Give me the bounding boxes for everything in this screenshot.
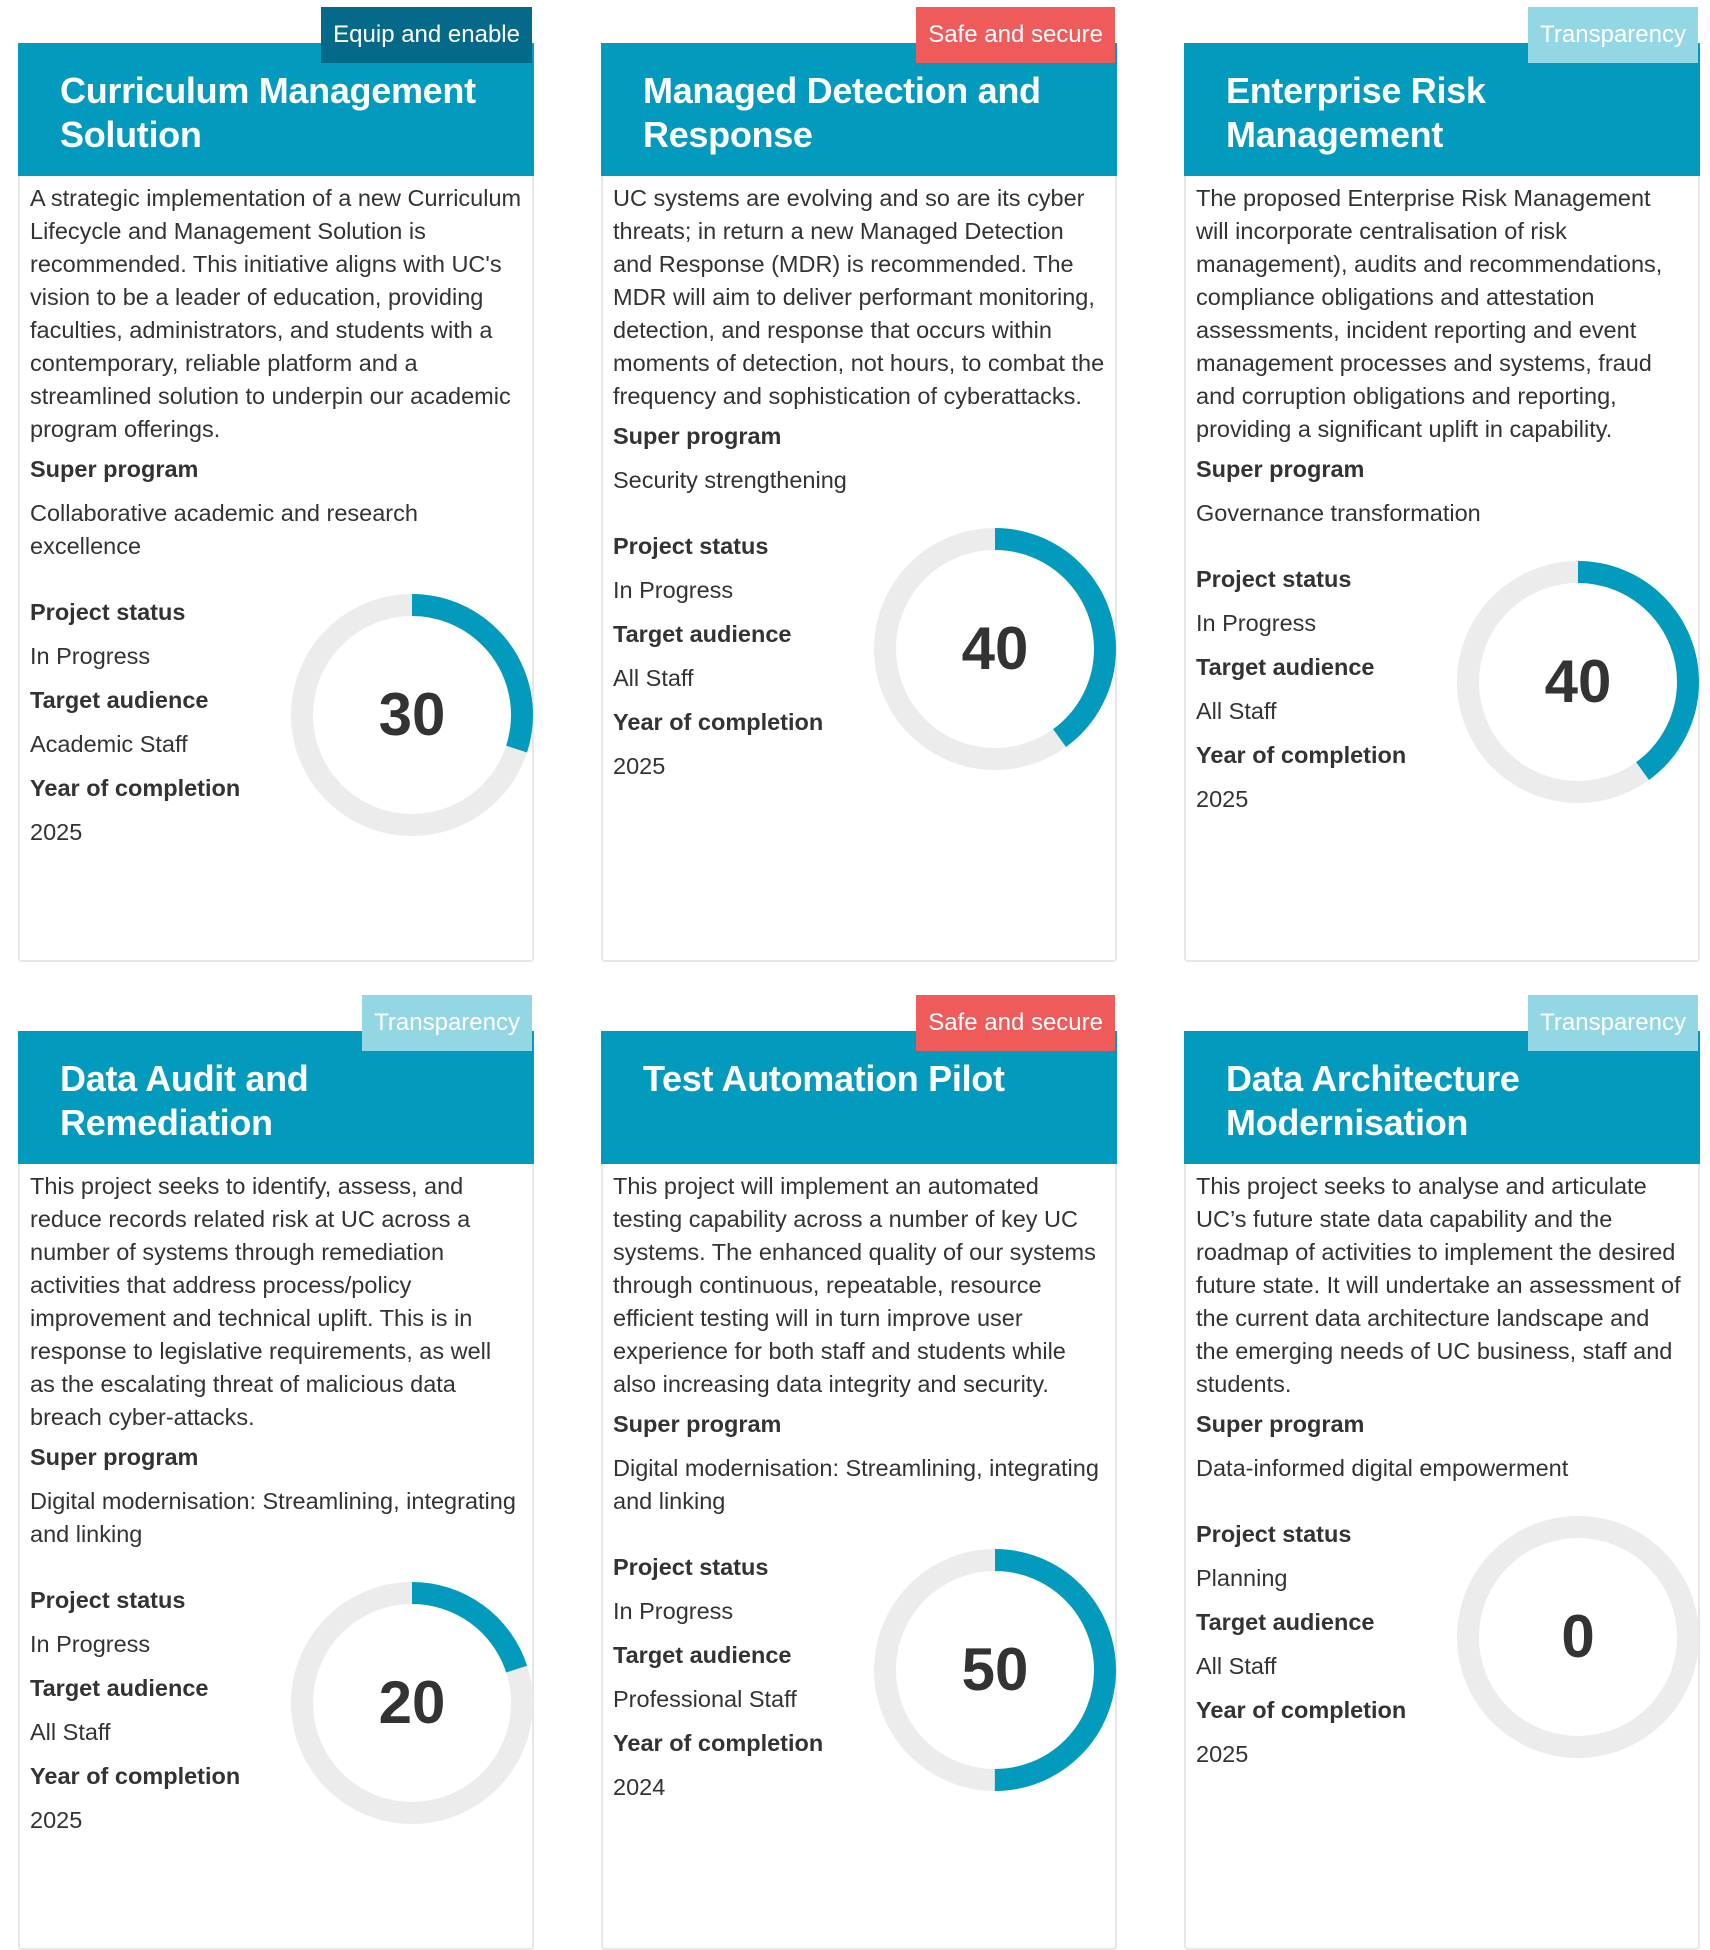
year-of-completion-label: Year of completion [30, 775, 241, 801]
project-card [18, 21, 534, 962]
category-badge: Transparency [1528, 7, 1698, 63]
card-description: This project seeks to analyse and articulate UC’s future state data capability and the roadmap of activities to implement the desired future state. It will undertake an assessment of the current data architecture landscape and the emerging needs of UC business, staff and students. [1196, 1173, 1681, 1397]
super-program-value: Collaborative academic and research excellence [30, 500, 418, 559]
year-of-completion-label: Year of completion [1196, 742, 1407, 768]
category-badge: Safe and secure [916, 7, 1115, 63]
card-description: A strategic implementation of a new Curriculum Lifecycle and Management Solution is recommended. This initiative aligns with UC's vision to be a leader of education, providing faculties, administrators, and students with a contemporary, reliable platform and a streamlined solution to underpin our academic program offerings. [30, 185, 522, 442]
category-badge: Transparency [362, 995, 532, 1051]
target-audience-label: Target audience [613, 621, 792, 647]
super-program-label: Super program [1196, 1411, 1365, 1437]
progress-gauge [873, 1548, 1117, 1792]
year-of-completion-value: 2024 [613, 1774, 666, 1800]
category-badge: Equip and enable [321, 7, 532, 63]
progress-value: 40 [961, 614, 1029, 682]
target-audience-value: All Staff [1196, 698, 1277, 724]
project-card [1184, 21, 1700, 962]
card-title: Enterprise Risk Management [1226, 70, 1486, 155]
year-of-completion-label: Year of completion [613, 709, 824, 735]
category-badge: Transparency [1528, 995, 1698, 1051]
project-card [601, 21, 1117, 962]
super-program-label: Super program [30, 1444, 199, 1470]
progress-gauge [290, 1581, 534, 1825]
progress-value: 20 [378, 1668, 446, 1736]
year-of-completion-value: 2025 [30, 1807, 83, 1833]
project-status-value: In Progress [30, 1631, 151, 1657]
progress-gauge [290, 593, 534, 837]
super-program-value: Digital modernisation: Streamlining, integrating and linking [30, 1488, 516, 1547]
target-audience-value: Professional Staff [613, 1686, 797, 1712]
project-status-label: Project status [613, 533, 769, 559]
progress-gauge [873, 527, 1117, 771]
target-audience-label: Target audience [30, 1675, 209, 1701]
card-title: Test Automation Pilot [643, 1058, 1005, 1099]
super-program-value: Data-informed digital empowerment [1196, 1455, 1569, 1481]
progress-value: 40 [1544, 647, 1612, 715]
project-card [1184, 1009, 1700, 1950]
card-title: Data Architecture Modernisation [1226, 1058, 1520, 1143]
year-of-completion-label: Year of completion [30, 1763, 241, 1789]
card-title: Data Audit and Remediation [60, 1058, 309, 1143]
super-program-value: Digital modernisation: Streamlining, integrating and linking [613, 1455, 1099, 1514]
project-status-value: In Progress [30, 643, 151, 669]
super-program-value: Governance transformation [1196, 500, 1481, 526]
project-card [18, 1009, 534, 1950]
category-badge: Safe and secure [916, 995, 1115, 1051]
target-audience-label: Target audience [30, 687, 209, 713]
super-program-label: Super program [30, 456, 199, 482]
year-of-completion-value: 2025 [30, 819, 83, 845]
super-program-label: Super program [1196, 456, 1365, 482]
progress-gauge [1456, 1515, 1700, 1759]
card-title: Curriculum Management Solution [60, 70, 476, 155]
project-status-value: In Progress [613, 1598, 734, 1624]
super-program-value: Security strengthening [613, 467, 847, 493]
project-card [601, 1009, 1117, 1950]
year-of-completion-value: 2025 [1196, 786, 1249, 812]
year-of-completion-label: Year of completion [1196, 1697, 1407, 1723]
project-status-label: Project status [613, 1554, 769, 1580]
card-description: UC systems are evolving and so are its cyber threats; in return a new Managed Detection and Response (MDR) is recommended. The MDR will aim to deliver performant monitoring, detection, and response that occurs within moments of detection, not hours, to combat the frequency and sophistication of cyberattacks. [613, 185, 1105, 409]
card-description: This project seeks to identify, assess, and reduce records related risk at UC across a number of systems through remediation activities that address process/policy improvement and technical uplift. This is in response to legislative requirements, as well as the escalating threat of malicious data breach cyber-attacks. [30, 1173, 492, 1430]
progress-value: 0 [1561, 1602, 1595, 1670]
progress-value: 30 [378, 680, 446, 748]
target-audience-value: All Staff [613, 665, 694, 691]
year-of-completion-value: 2025 [613, 753, 666, 779]
project-status-label: Project status [1196, 1521, 1352, 1547]
target-audience-value: All Staff [30, 1719, 111, 1745]
progress-gauge [1456, 560, 1700, 804]
card-description: The proposed Enterprise Risk Management will incorporate centralisation of risk management), audits and recommendations, compliance obligations and attestation assessments, incident reporting and event management processes and systems, fraud and corruption obligations and reporting, providing a significant uplift in capability. [1196, 185, 1663, 442]
target-audience-label: Target audience [1196, 1609, 1375, 1635]
project-status-label: Project status [30, 1587, 186, 1613]
year-of-completion-value: 2025 [1196, 1741, 1249, 1767]
target-audience-label: Target audience [613, 1642, 792, 1668]
project-status-label: Project status [1196, 566, 1352, 592]
project-status-value: In Progress [1196, 610, 1317, 636]
card-description: This project will implement an automated testing capability across a number of key UC systems. The enhanced quality of our systems through continuous, repeatable, resource efficient testing will in turn improve user experience for both staff and students while also increasing data integrity and security. [613, 1173, 1096, 1397]
super-program-label: Super program [613, 1411, 782, 1437]
target-audience-value: Academic Staff [30, 731, 188, 757]
card-title: Managed Detection and Response [643, 70, 1041, 155]
project-status-value: In Progress [613, 577, 734, 603]
target-audience-value: All Staff [1196, 1653, 1277, 1679]
progress-value: 50 [961, 1635, 1029, 1703]
project-status-value: Planning [1196, 1565, 1288, 1591]
project-status-label: Project status [30, 599, 186, 625]
year-of-completion-label: Year of completion [613, 1730, 824, 1756]
super-program-label: Super program [613, 423, 782, 449]
target-audience-label: Target audience [1196, 654, 1375, 680]
